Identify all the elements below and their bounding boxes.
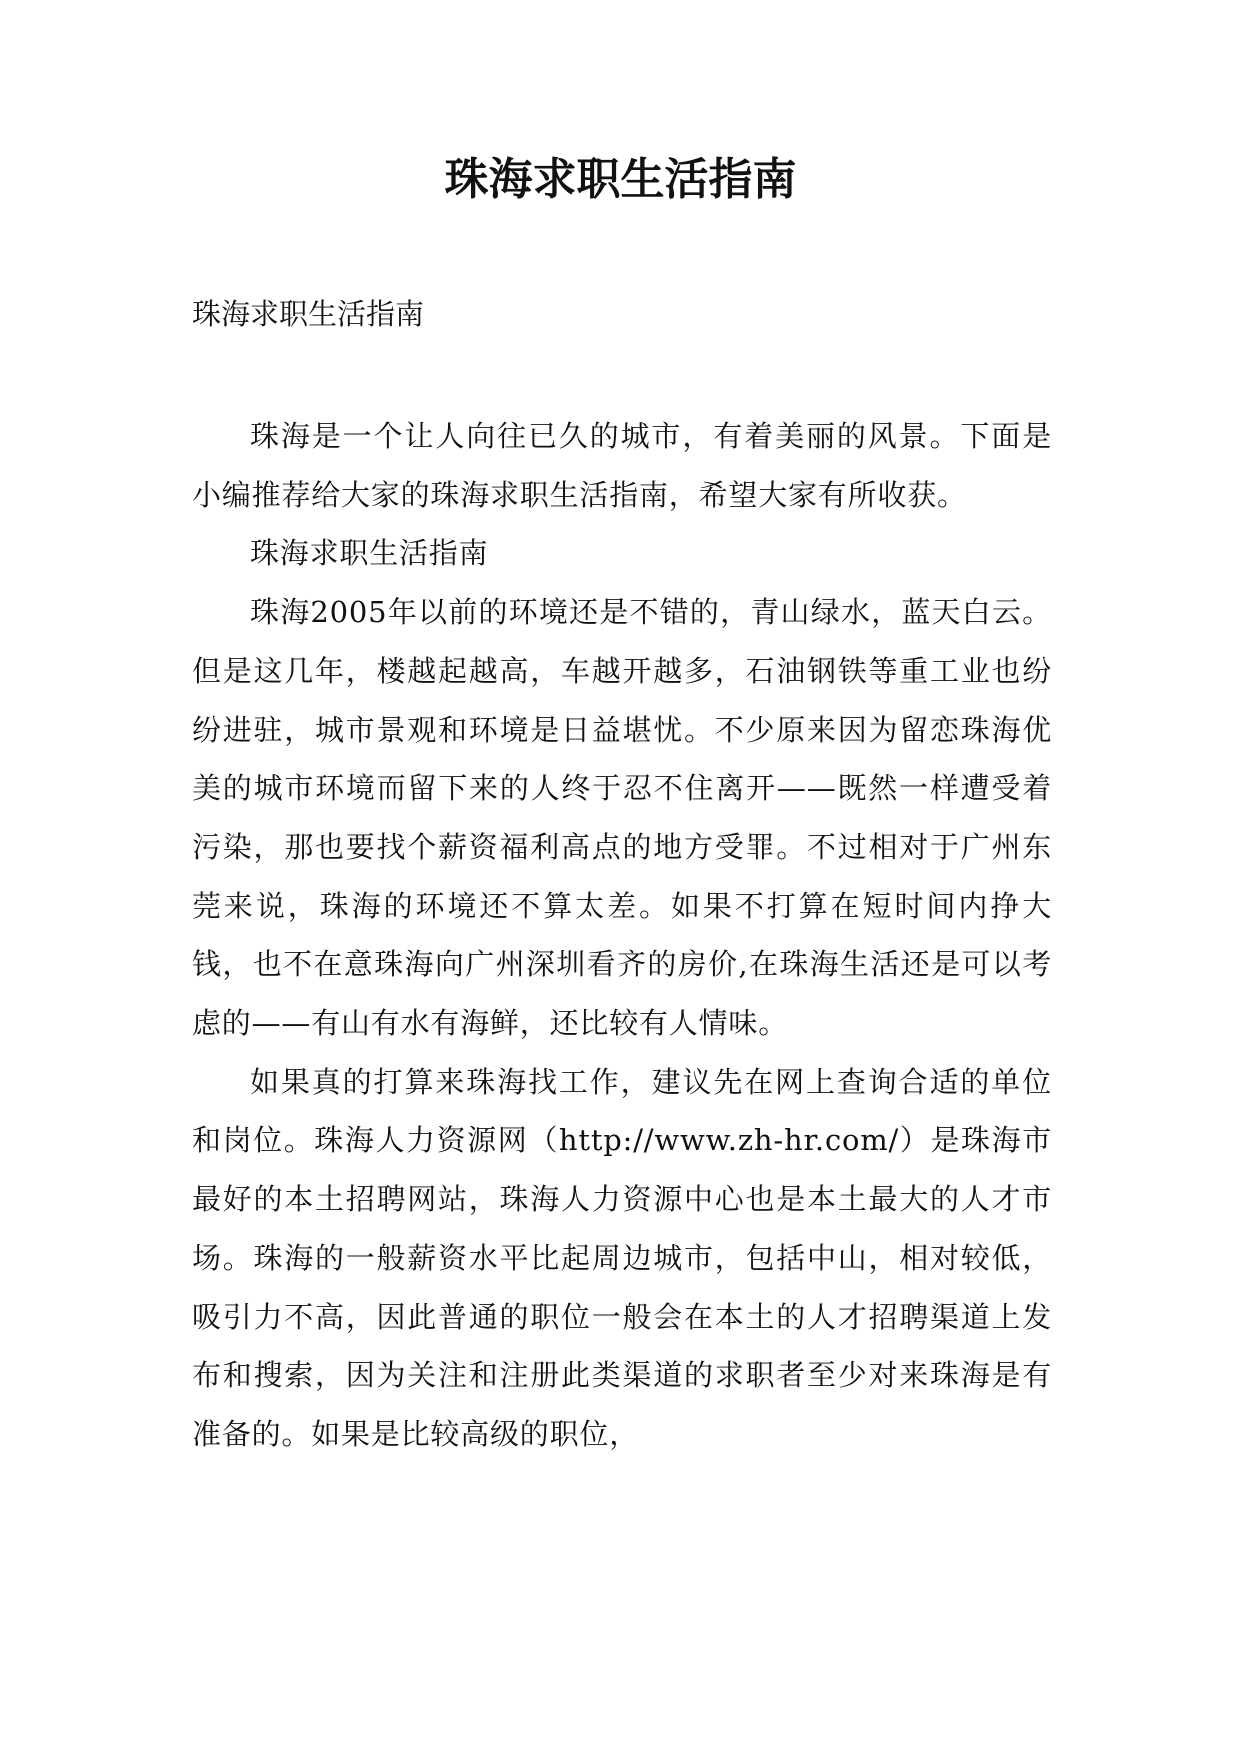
paragraph-environment: 珠海2005年以前的环境还是不错的，青山绿水，蓝天白云。但是这几年，楼越起越高，车越开越多，石油钢铁等重工业也纷纷进驻，城市景观和环境是日益堪忧。不少原来因为留恋珠海优美的城市环境而留下来的人终于忍不住离开——既然一样遭受着污染，那也要找个薪资福利高点的地方受罪。不过相对于广州东莞来说，珠海的环境还不算太差。如果不打算在短时间内挣大钱，也不在意珠海向广州深圳看齐的房价,在珠海生活还是可以考虑的——有山有水有海鲜，还比较有人情味。	[192, 595, 1052, 1041]
paragraph-intro: 珠海是一个让人向往已久的城市，有着美丽的风景。下面是小编推荐给大家的珠海求职生活指南，希望大家有所收获。	[192, 419, 1052, 512]
document-body	[192, 407, 1052, 1464]
paragraph-job-search: 如果真的打算来珠海找工作，建议先在网上查询合适的单位和岗位。珠海人力资源网（http://www.zh-hr.com/）是珠海市最好的本土招聘网站，珠海人力资源中心也是本土最大的人才市场。珠海的一般薪资水平比起周边城市，包括中山，相对较低，吸引力不高，因此普通的职位一般会在本土的人才招聘渠道上发布和搜索，因为关注和注册此类渠道的求职者至少对来珠海是有准备的。如果是比较高级的职位，	[192, 1064, 1052, 1451]
document-title: 珠海求职生活指南	[444, 154, 797, 205]
document-subtitle: 珠海求职生活指南	[192, 297, 425, 331]
paragraph-heading: 珠海求职生活指南	[250, 536, 489, 571]
